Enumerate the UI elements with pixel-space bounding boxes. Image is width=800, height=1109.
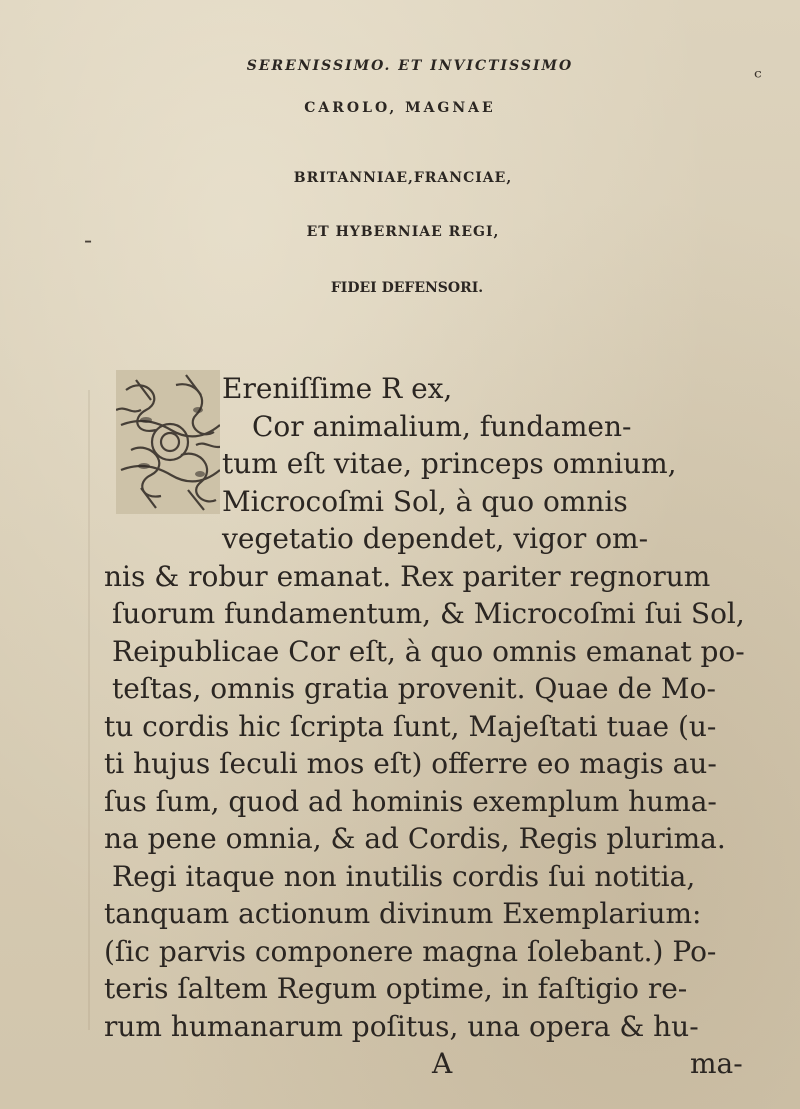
signature-mark: A: [432, 1047, 453, 1080]
text-line-8: Reipublicae Cor eſt, à quo omnis emanat po-: [112, 634, 745, 668]
text-line-7: ſuorum fundamentum, & Microcoſmi ſui Sol,: [112, 597, 745, 630]
text-line-3: tum eſt vitae, princeps omnium,: [222, 447, 677, 480]
text-line-4: Microcoſmi Sol, à quo omnis: [222, 484, 628, 518]
text-line-18: rum humanarum poſitus, una opera & hu-: [104, 1009, 699, 1043]
text-line-15: tanquam actionum divinum Exemplarium:: [104, 897, 702, 930]
text-line-10: tu cordis hic ſcripta ſunt, Majeſtati tuae (u-: [104, 709, 717, 743]
dedication-line-2: CAROLO, MAGNAE: [304, 100, 496, 116]
dedication-line-1: SERENISSIMO. ET INVICTISSIMO: [246, 58, 574, 74]
text-line-12: ſus ſum, quod ad hominis exemplum huma-: [104, 784, 717, 818]
text-line-17: teris ſaltem Regum optime, in faſtigio re-: [104, 972, 688, 1005]
catchword: ma-: [690, 1047, 743, 1080]
decorated-initial-ornament: [116, 370, 220, 514]
text-line-16: (ſic parvis componere magna ſolebant.) Po-: [104, 934, 717, 968]
text-line-1: Ereniſſime R ex,: [222, 372, 453, 405]
page-crease: [88, 390, 90, 1030]
dedication-line-3: BRITANNIAE,FRANCIAE,: [293, 170, 513, 186]
text-line-14: Regi itaque non inutilis cordis ſui notitia,: [112, 859, 696, 893]
text-line-2: Cor animalium, fundamen-: [252, 409, 632, 443]
text-line-11: ti hujus ſeculi mos eſt) offerre eo magis au-: [104, 747, 717, 780]
dedication-dash: -: [84, 226, 93, 254]
text-line-5: vegetatio dependet, vigor om-: [222, 522, 649, 555]
dedication-line-4: ET HYBERNIAE REGI,: [306, 224, 500, 240]
dedication-mark: ᶜ: [754, 66, 762, 91]
dedication-line-5: FIDEI DEFENSORI.: [330, 280, 484, 296]
text-line-6: nis & robur emanat. Rex pariter regnorum: [104, 559, 711, 593]
text-line-9: teſtas, omnis gratia provenit. Quae de Mo-: [112, 672, 716, 705]
text-line-13: na pene omnia, & ad Cordis, Regis plurima.: [104, 822, 726, 855]
decorated-initial: [116, 370, 220, 522]
